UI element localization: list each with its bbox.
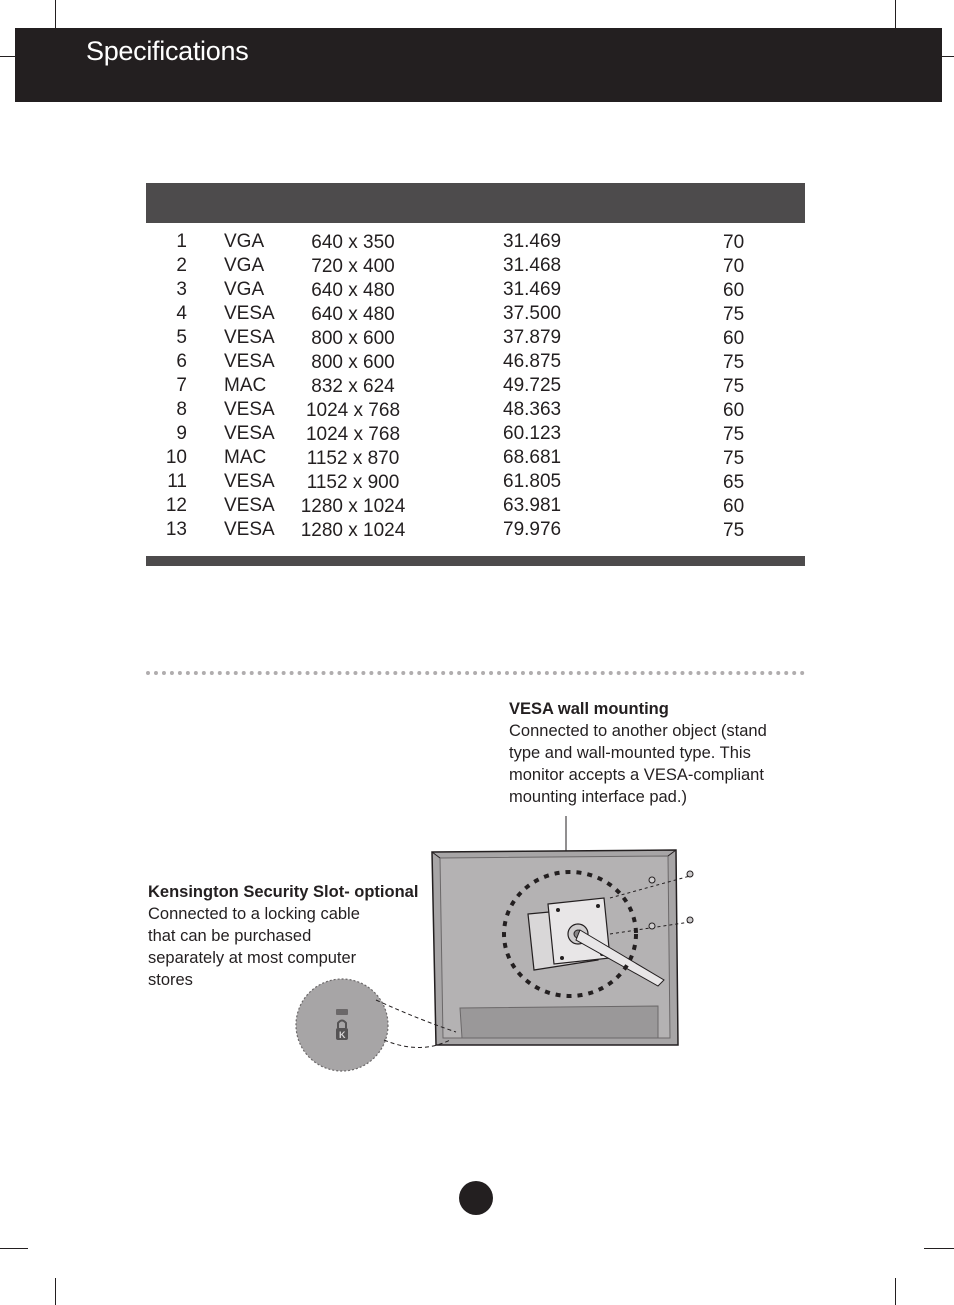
table-row: [0, 254, 954, 278]
crop-mark: [942, 56, 954, 57]
mode-vertical-frequency: 60: [723, 328, 745, 349]
mode-horizontal-frequency: 31.469: [503, 279, 562, 300]
mode-horizontal-frequency: 37.879: [503, 327, 562, 348]
mode-horizontal-frequency: 68.681: [503, 447, 562, 468]
vesa-description: Connected to another object (stand type and wall-mounted type. This monitor accepts a VESA-compliant mounting interface pad.): [509, 722, 767, 806]
monitor-back-illustration: [280, 810, 720, 1080]
mode-vertical-frequency: 70: [723, 232, 745, 253]
mode-number: 9: [176, 423, 187, 444]
mode-resolution: 1024 x 768: [305, 424, 401, 445]
mode-horizontal-frequency: 63.981: [503, 495, 562, 516]
mode-standard: VESA: [224, 303, 275, 324]
mode-resolution: 1280 x 1024: [300, 520, 406, 541]
mode-number: 13: [165, 519, 187, 540]
table-row: [0, 518, 954, 542]
table-row: [0, 278, 954, 302]
table-row: [0, 494, 954, 518]
kensington-magnifier: [296, 979, 388, 1071]
mode-vertical-frequency: 60: [723, 280, 745, 301]
mode-number: 4: [176, 303, 187, 324]
mode-standard: MAC: [224, 447, 267, 468]
table-row: [0, 326, 954, 350]
mode-vertical-frequency: 60: [723, 496, 745, 517]
mode-resolution: 640 x 350: [311, 232, 395, 253]
mode-horizontal-frequency: 46.875: [503, 351, 562, 372]
crop-mark: [895, 0, 896, 28]
table-row: [0, 350, 954, 374]
mode-standard: VGA: [224, 279, 265, 300]
mode-horizontal-frequency: 60.123: [503, 423, 562, 444]
table-row: [0, 230, 954, 254]
table-row: [0, 422, 954, 446]
mode-resolution: 1152 x 900: [306, 472, 400, 493]
mode-number: 5: [176, 327, 187, 348]
mode-resolution: 1152 x 870: [306, 448, 400, 469]
mode-standard: VGA: [224, 255, 265, 276]
mode-number: 7: [176, 375, 187, 396]
vesa-title: VESA wall mounting: [509, 700, 669, 718]
mode-vertical-frequency: 60: [723, 400, 745, 421]
section-divider: [146, 671, 805, 675]
mode-horizontal-frequency: 31.469: [503, 231, 562, 252]
mode-vertical-frequency: 75: [723, 448, 745, 469]
mode-vertical-frequency: 75: [723, 352, 745, 373]
mode-resolution: 800 x 600: [311, 328, 395, 349]
mode-vertical-frequency: 75: [723, 304, 745, 325]
mode-horizontal-frequency: 31.468: [503, 255, 562, 276]
kensington-optional: - optional: [344, 883, 419, 901]
mode-resolution: 1280 x 1024: [300, 496, 406, 517]
table-row: [0, 374, 954, 398]
table-row: [0, 446, 954, 470]
mode-standard: MAC: [224, 375, 267, 396]
mode-vertical-frequency: 70: [723, 256, 745, 277]
kensington-description: Connected to a locking cable that can be purchased separately at most computer stores: [148, 905, 360, 989]
mode-number: 10: [165, 447, 187, 468]
mode-standard: VGA: [224, 231, 265, 252]
mode-horizontal-frequency: 37.500: [503, 303, 562, 324]
mode-standard: VESA: [224, 399, 275, 420]
mode-resolution: 1024 x 768: [305, 400, 401, 421]
mode-horizontal-frequency: 61.805: [503, 471, 562, 492]
mode-standard: VESA: [224, 519, 275, 540]
kensington-title: Kensington Security Slot: [148, 883, 345, 901]
mode-number: 8: [176, 399, 187, 420]
mode-vertical-frequency: 75: [723, 520, 745, 541]
table-row: [0, 470, 954, 494]
crop-mark: [924, 1248, 954, 1249]
crop-mark: [55, 0, 56, 28]
mode-standard: VESA: [224, 471, 275, 492]
mode-resolution: 720 x 400: [311, 256, 395, 277]
mode-number: 11: [167, 471, 187, 492]
vesa-callout: [509, 698, 799, 808]
mode-number: 1: [176, 231, 187, 252]
table-row: [0, 302, 954, 326]
crop-mark: [55, 1278, 56, 1305]
mode-resolution: 800 x 600: [311, 352, 395, 373]
mode-resolution: 640 x 480: [311, 304, 395, 325]
page-title: Specifications: [86, 36, 249, 66]
mode-resolution: 832 x 624: [311, 376, 395, 397]
mode-standard: VESA: [224, 423, 275, 444]
page-number-dot: [459, 1181, 493, 1215]
mode-horizontal-frequency: 49.725: [503, 375, 562, 396]
crop-mark: [0, 56, 15, 57]
crop-mark: [895, 1278, 896, 1305]
mode-vertical-frequency: 75: [723, 424, 745, 445]
mode-number: 12: [165, 495, 187, 516]
mode-standard: VESA: [224, 351, 275, 372]
mode-horizontal-frequency: 79.976: [503, 519, 562, 540]
mode-number: 2: [176, 255, 187, 276]
mode-standard: VESA: [224, 327, 275, 348]
mode-horizontal-frequency: 48.363: [503, 399, 562, 420]
table-footer-bar: [146, 556, 805, 566]
mode-number: 3: [176, 279, 187, 300]
mode-vertical-frequency: 65: [723, 472, 745, 493]
mode-vertical-frequency: 75: [723, 376, 745, 397]
table-row: [0, 398, 954, 422]
mode-number: 6: [176, 351, 187, 372]
svg-text:K: K: [339, 1030, 346, 1040]
mode-resolution: 640 x 480: [311, 280, 395, 301]
crop-mark: [0, 1248, 28, 1249]
mode-standard: VESA: [224, 495, 275, 516]
table-header-bar: [146, 183, 805, 223]
